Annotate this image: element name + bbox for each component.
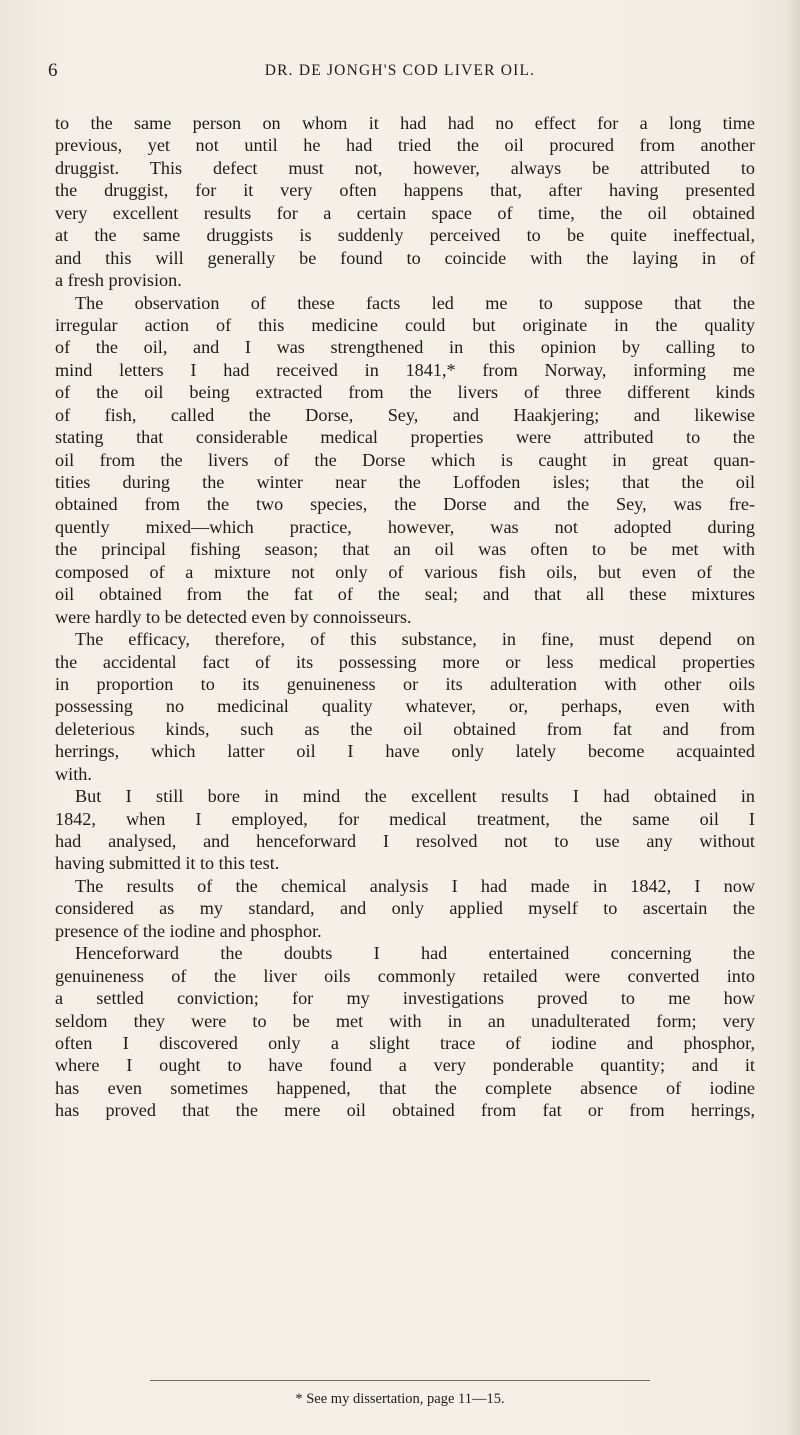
text-line: tities during the winter near the Loffoden isles; that the oil [55, 472, 755, 492]
text-line: the accidental fact of its possessing more or less medical properties [55, 651, 755, 672]
text-line: stating that considerable medical properties were attributed to the [55, 427, 755, 448]
text-line: of the oil being extracted from the livers of three different kinds [55, 382, 755, 403]
text-line: previous, yet not until he had tried the oil procured from another [55, 135, 755, 156]
text-line: The efficacy, therefore, of this substance, in fine, must depend on [75, 629, 755, 650]
text-line: and this will generally be found to coincide with the laying in of [55, 247, 755, 268]
text-line: presence of the iodine and phosphor. [55, 920, 322, 941]
text-line: of fish, called the Dorse, Sey, and Haakjering; and likewise [55, 404, 755, 425]
text-line: often I discovered only a slight trace of iodine and phosphor, [55, 1032, 755, 1053]
text-line: considered as my standard, and only applied myself to ascertain the [55, 898, 755, 919]
text-line: with. [55, 763, 92, 784]
text-line: druggist. This defect must not, however, always be attributed to [55, 157, 755, 178]
text-line: Henceforward the doubts I had entertained concerning the [75, 943, 755, 964]
page-number: 6 [48, 60, 58, 81]
text-line: to the same person on whom it had had no effect for a long time [55, 113, 755, 133]
text-line: deleterious kinds, such as the oil obtained from fat and from [55, 718, 755, 739]
text-line: irregular action of this medicine could but originate in the quality [55, 314, 755, 335]
text-line: had analysed, and henceforward I resolved not to use any without [55, 831, 755, 851]
text-line: mind letters I had received in 1841,* from Norway, informing me [55, 359, 755, 380]
text-line: has even sometimes happened, that the complete absence of iodine [55, 1077, 755, 1098]
body-text [55, 112, 755, 1122]
page-edge-shadow [786, 0, 800, 1435]
running-head-title: DR. DE JONGH'S COD LIVER OIL. [264, 62, 536, 79]
text-line: the druggist, for it very often happens that, after having presented [55, 180, 755, 201]
text-line: were hardly to be detected even by connoisseurs. [55, 606, 412, 627]
text-line: quently mixed—which practice, however, was not adopted during [55, 516, 755, 537]
text-line: of the oil, and I was strengthened in this opinion by calling to [55, 337, 755, 358]
text-line: The observation of these facts led me to suppose that the [75, 292, 755, 313]
text-line: in proportion to its genuineness or its adulteration with other oils [55, 673, 755, 694]
text-line: oil obtained from the fat of the seal; and that all these mixtures [55, 584, 755, 605]
text-line: the principal fishing season; that an oil was often to be met with [55, 539, 755, 560]
text-line: But I still bore in mind the excellent results I had obtained in [75, 786, 755, 807]
text-line: composed of a mixture not only of various fish oils, but even of the [55, 561, 755, 582]
text-line: a settled conviction; for my investigations proved to me how [55, 988, 755, 1009]
text-line: a fresh provision. [55, 270, 182, 291]
text-line: The results of the chemical analysis I had made in 1842, I now [75, 875, 755, 896]
text-line: where I ought to have found a very ponderable quantity; and it [55, 1055, 755, 1076]
running-head [48, 60, 752, 84]
text-line: possessing no medicinal quality whatever, or, perhaps, even with [55, 696, 755, 717]
text-line: very excellent results for a certain space of time, the oil obtained [55, 202, 755, 223]
footnote: * See my dissertation, page 11—15. [295, 1391, 505, 1407]
text-line: has proved that the mere oil obtained from fat or from herrings, [55, 1100, 755, 1121]
text-line: herrings, which latter oil I have only lately become acquainted [55, 741, 755, 762]
text-line: obtained from the two species, the Dorse and the Sey, was fre- [55, 494, 755, 515]
text-line: 1842, when I employed, for medical treatment, the same oil I [55, 808, 755, 829]
text-line: genuineness of the liver oils commonly retailed were converted into [55, 965, 755, 986]
text-line: seldom they were to be met with in an unadulterated form; very [55, 1010, 755, 1031]
text-line: oil from the livers of the Dorse which is caught in great quan- [55, 449, 755, 470]
text-line: at the same druggists is suddenly perceived to be quite ineffectual, [55, 225, 755, 246]
footnote-rule [150, 1380, 650, 1381]
text-line: having submitted it to this test. [55, 853, 280, 874]
